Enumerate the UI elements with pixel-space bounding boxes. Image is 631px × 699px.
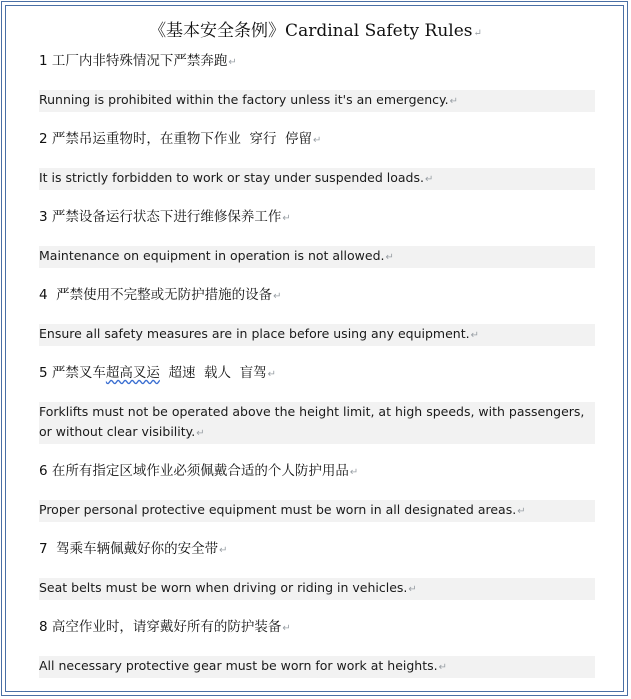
paragraph-mark-icon: ↵: [449, 96, 459, 107]
rule-english-text: Ensure all safety measures are in place before using any equipment.↵: [39, 324, 595, 346]
paragraph-mark-icon: ↵: [517, 506, 526, 517]
rule-item: [39, 539, 595, 600]
document-title: 《基本安全条例》Cardinal Safety Rules↵: [149, 21, 482, 41]
paragraph-mark-icon: ↵: [438, 662, 447, 673]
rule-english-text: Seat belts must be worn when driving or riding in vehicles.↵: [39, 578, 595, 600]
rule-english-text: Maintenance on equipment in operation is not allowed.↵: [39, 246, 595, 268]
paragraph-mark-icon: ↵: [408, 584, 417, 595]
rule-english-text: Proper personal protective equipment must be worn in all designated areas.↵: [39, 500, 595, 522]
rule-chinese-text: 5 严禁叉车超高叉运 超速 载人 盲驾↵: [39, 365, 277, 381]
rule-chinese-text: 1 工厂内非特殊情况下严禁奔跑↵: [39, 53, 237, 69]
paragraph-mark-icon: ↵: [282, 623, 291, 634]
paragraph-mark-icon: ↵: [219, 545, 228, 556]
rule-english-text: Forklifts must not be operated above the height limit, at high speeds, with passengers, or without clear visibility.↵: [39, 402, 595, 444]
paragraph-mark-icon: ↵: [313, 135, 322, 146]
paragraph-mark-icon: ↵: [470, 330, 479, 341]
paragraph-mark-icon: ↵: [282, 213, 291, 224]
rule-chinese-text: 2 严禁吊运重物时，在重物下作业 穿行 停留↵: [39, 131, 322, 147]
rule-item: [39, 363, 595, 444]
rule-chinese-text: 3 严禁设备运行状态下进行维修保养工作↵: [39, 209, 291, 225]
rule-chinese-text: 8 高空作业时，请穿戴好所有的防护装备↵: [39, 619, 291, 635]
paragraph-mark-icon: ↵: [196, 428, 205, 439]
rule-english-text: Running is prohibited within the factory unless it's an emergency.↵: [39, 90, 595, 112]
paragraph-mark-icon: ↵: [473, 28, 482, 39]
spellcheck-underlined-text: 超高叉运: [105, 365, 160, 381]
rule-chinese-text: 7 驾乘车辆佩戴好你的安全带↵: [39, 541, 228, 557]
rule-item: [39, 285, 595, 346]
paragraph-mark-icon: ↵: [267, 369, 277, 380]
rule-item: [39, 617, 595, 678]
rule-item: [39, 207, 595, 268]
rule-chinese-text: 4 严禁使用不完整或无防护措施的设备↵: [39, 287, 282, 303]
paragraph-mark-icon: ↵: [424, 174, 434, 185]
rule-english-text: All necessary protective gear must be worn for work at heights.↵: [39, 656, 595, 678]
paragraph-mark-icon: ↵: [228, 57, 237, 68]
rule-english-text: It is strictly forbidden to work or stay under suspended loads.↵: [39, 168, 595, 190]
paragraph-mark-icon: ↵: [273, 291, 282, 302]
rule-item: [39, 51, 595, 112]
paragraph-mark-icon: ↵: [349, 467, 359, 478]
rule-item: [39, 129, 595, 190]
rule-chinese-text: 6 在所有指定区域作业必须佩戴合适的个人防护用品↵: [39, 463, 359, 479]
paragraph-mark-icon: ↵: [385, 252, 394, 263]
rules-list: [39, 48, 595, 678]
rule-item: [39, 461, 595, 522]
